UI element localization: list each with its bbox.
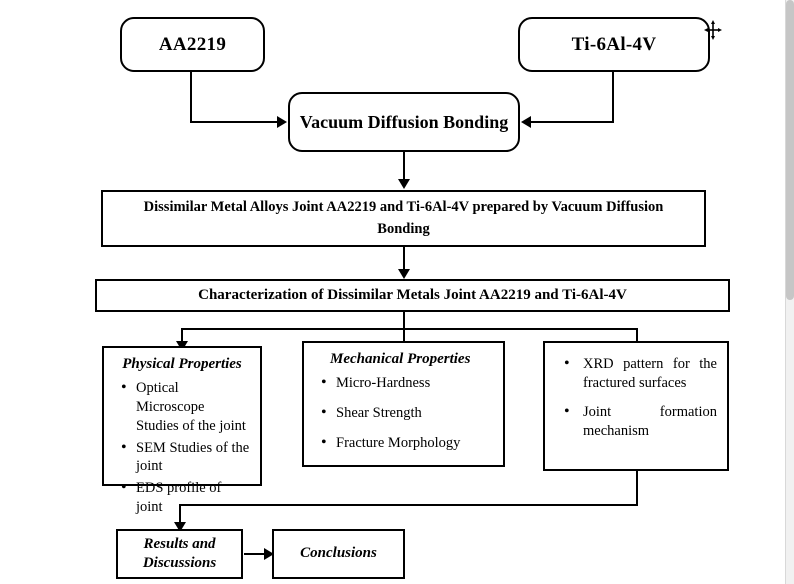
list-item: • SEM Studies of the joint: [134, 439, 250, 477]
results-discussions-label: Results and Discussions: [142, 535, 217, 571]
connector-ti6al4v-vertical: [612, 72, 614, 122]
connector-bottom-stub: [179, 504, 181, 524]
arrow-aa2219-to-process: [277, 116, 287, 128]
connector-other-down: [636, 471, 638, 505]
material-label-ti6al4v: Ti-6Al-4V: [571, 33, 657, 55]
vertical-scrollbar[interactable]: [785, 0, 794, 584]
list-item: • XRD pattern for the fractured surfaces: [581, 355, 717, 393]
physical-properties-title: Physical Properties: [122, 356, 242, 372]
characterization-box: [95, 279, 730, 312]
process-label: Vacuum Diffusion Bonding: [299, 111, 509, 132]
connector-process-to-joint: [403, 152, 405, 180]
physical-properties-list: [114, 379, 250, 517]
physical-properties-box: [102, 346, 262, 516]
arrow-ti6al4v-to-process: [521, 116, 531, 128]
joint-label: Dissimilar Metal Alloys Joint AA2219 and Ti-6Al-4V prepared by Vacuum Diffusion Bonding: [143, 199, 664, 237]
mechanical-properties-list: [314, 374, 493, 453]
joint-box: [101, 190, 706, 247]
arrow-process-to-joint: [398, 179, 410, 189]
connector-joint-to-characterization: [403, 247, 405, 270]
connector-aa2219-vertical: [190, 72, 192, 122]
conclusions-label: Conclusions: [300, 545, 377, 562]
list-item: • Shear Strength: [334, 404, 493, 423]
material-label-aa2219: AA2219: [158, 33, 227, 55]
list-item: • Joint formation mechanism: [581, 403, 717, 441]
connector-characterization-stub: [403, 312, 405, 329]
connector-characterization-bus: [181, 328, 636, 330]
results-discussions-box: [116, 529, 243, 579]
arrow-joint-to-characterization: [398, 269, 410, 279]
other-properties-list: [555, 355, 717, 440]
connector-bottom-bus: [179, 504, 638, 506]
list-item: • EDS profile of joint: [134, 479, 250, 517]
material-box-aa2219: [120, 17, 265, 72]
connector-ti6al4v-horizontal: [530, 121, 614, 123]
list-item: • Micro-Hardness: [334, 374, 493, 393]
list-item: • Fracture Morphology: [334, 434, 493, 453]
other-properties-box: [543, 341, 729, 471]
scrollbar-thumb[interactable]: [786, 0, 794, 300]
connector-aa2219-horizontal: [190, 121, 278, 123]
connector-results-to-conclusions: [244, 553, 266, 555]
material-box-ti6al4v: [518, 17, 710, 72]
conclusions-box: [272, 529, 405, 579]
mouse-cursor-icon: [704, 20, 720, 38]
list-item: • Optical Microscope Studies of the joint: [134, 379, 250, 436]
characterization-label: Characterization of Dissimilar Metals Joint AA2219 and Ti-6Al-4V: [198, 287, 627, 303]
process-box-vacuum-diffusion-bonding: [288, 92, 520, 152]
mechanical-properties-title: Mechanical Properties: [330, 351, 471, 367]
mechanical-properties-box: [302, 341, 505, 467]
